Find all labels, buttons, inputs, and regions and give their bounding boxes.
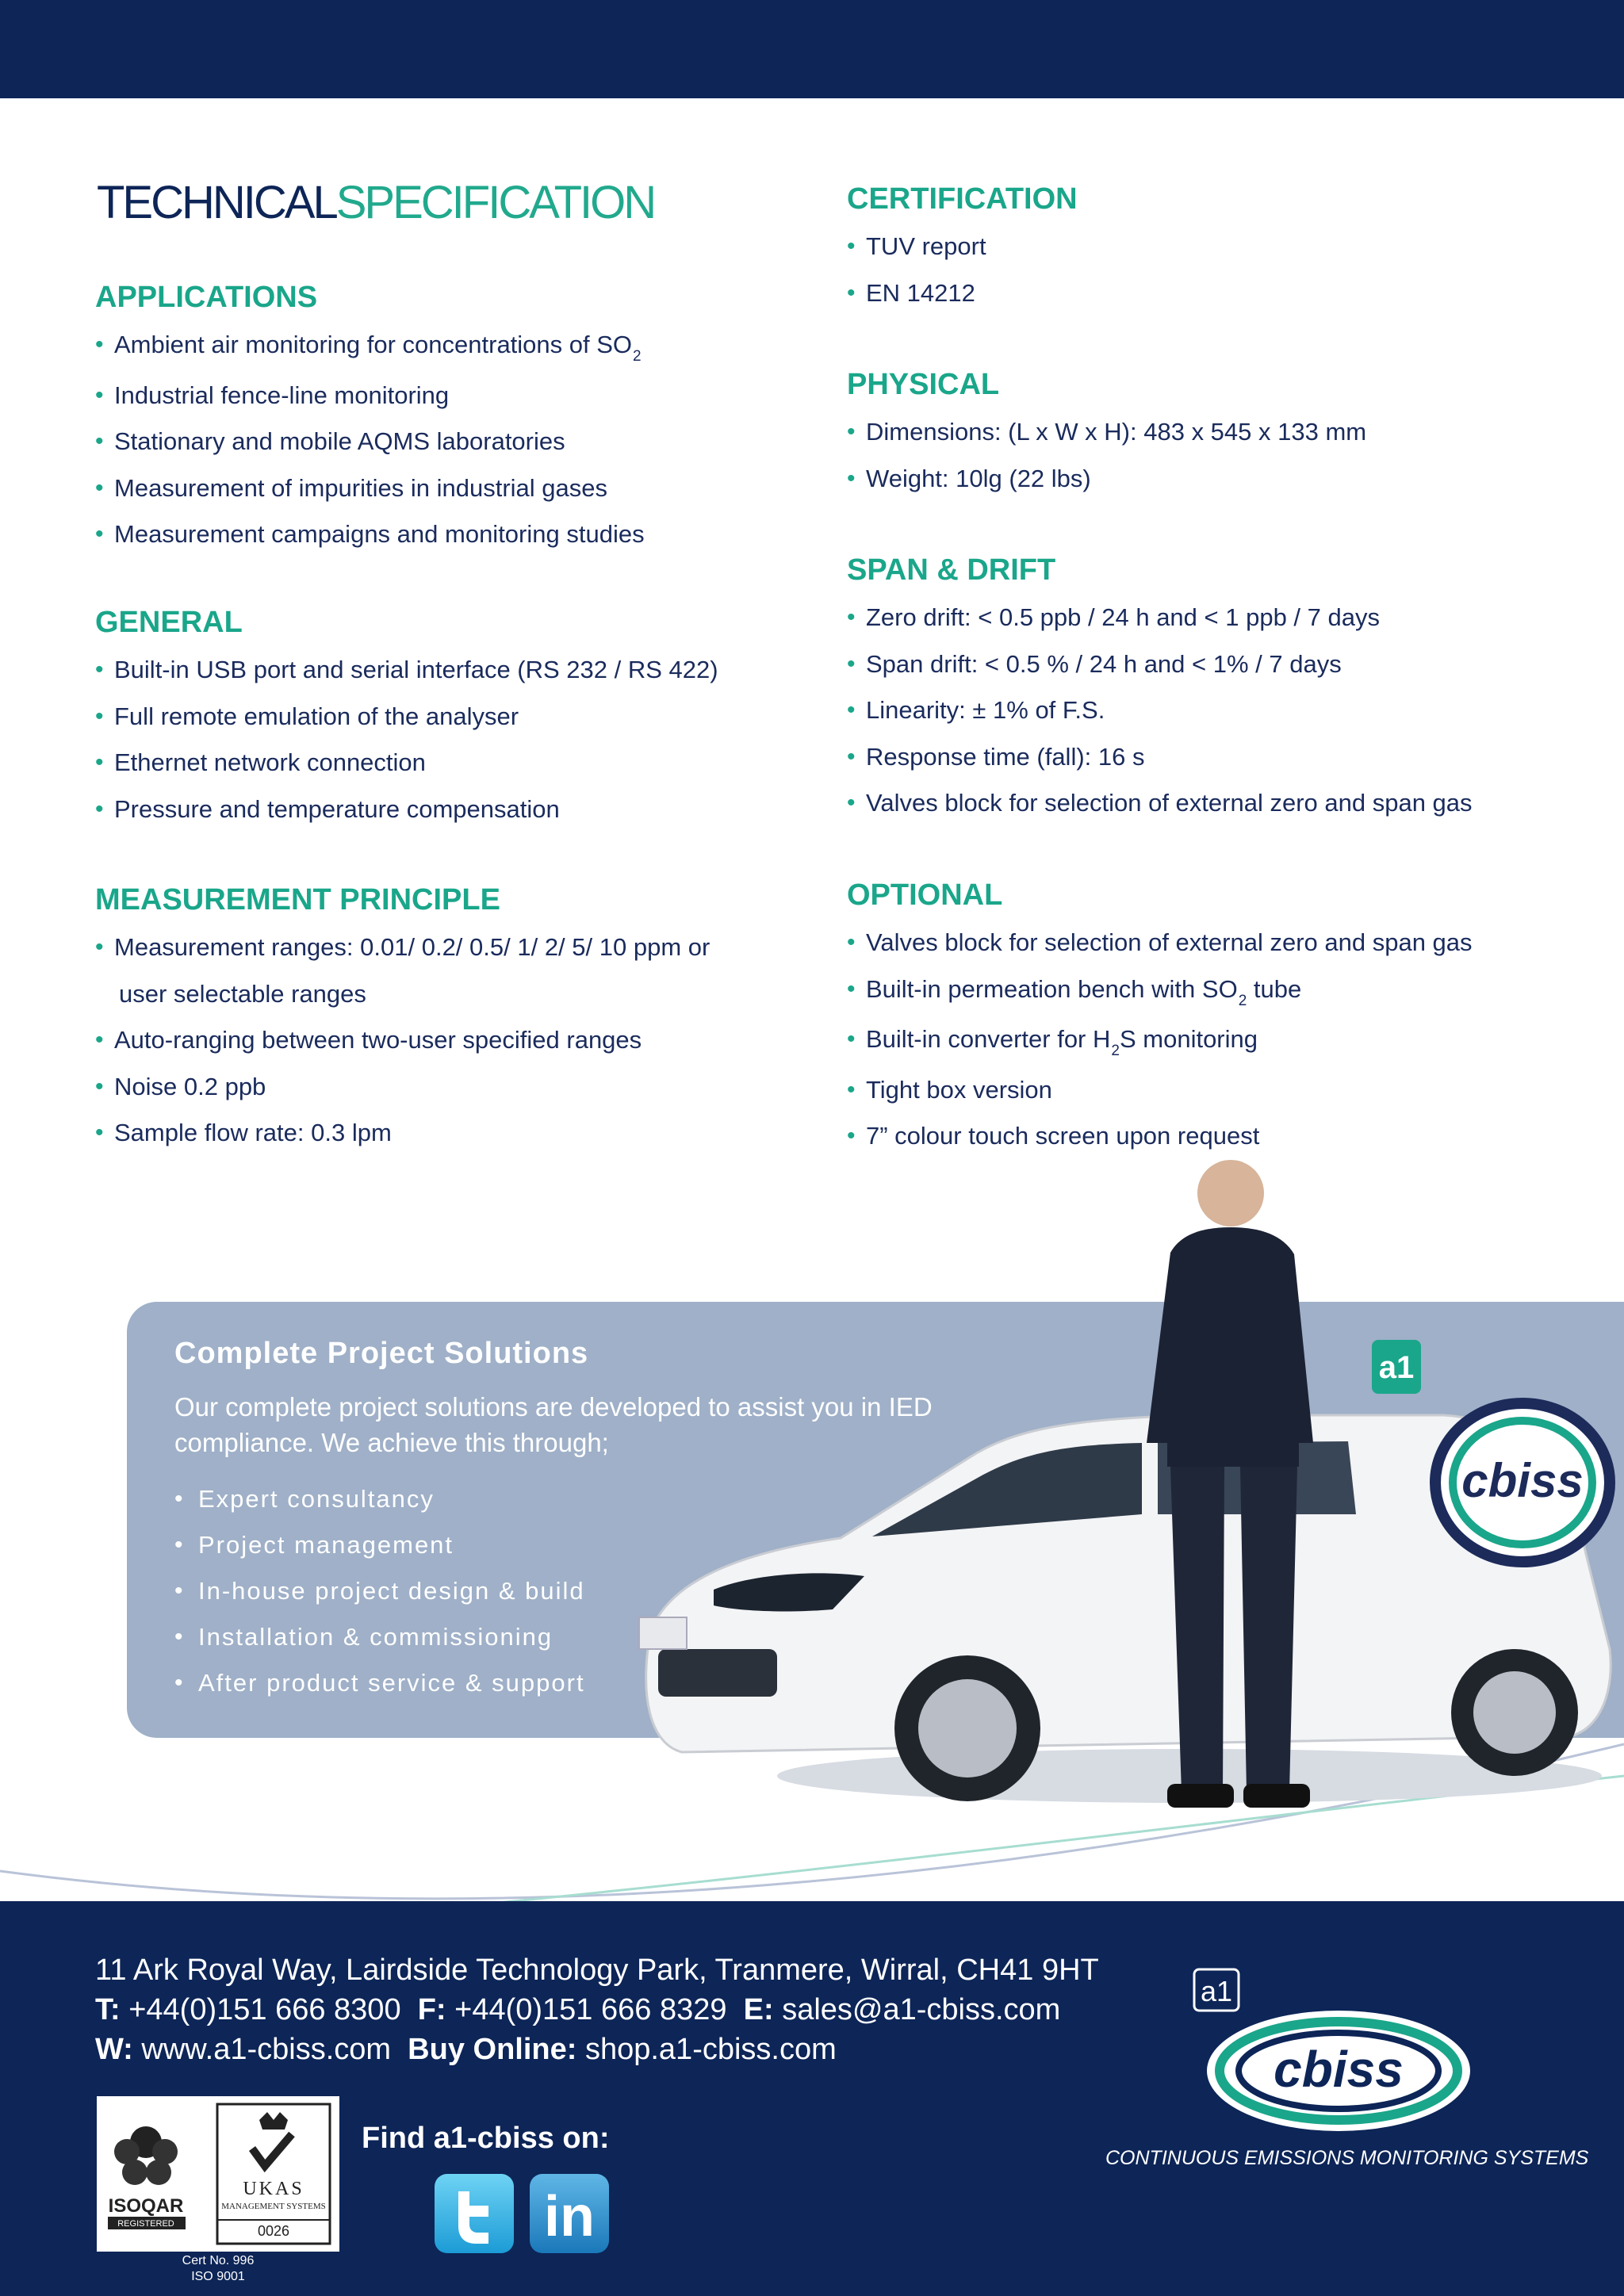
fax-number: +44(0)151 666 8329 [454,1993,727,2026]
measurement-principle-list [95,924,809,1157]
list-item: • Dimensions: (L x W x H): 483 x 545 x 133 mm [847,409,1561,456]
list-item: • Auto-ranging between two-user specified ranges [95,1017,809,1064]
footer-web: W: www.a1-cbiss.com Buy Online: shop.a1-cbiss.com [95,2033,837,2066]
measurement-principle-section [95,875,809,1157]
solutions-title: Complete Project Solutions [174,1337,589,1370]
svg-text:UKAS: UKAS [243,2179,304,2199]
list-item: • After product service & support [174,1660,585,1706]
brand-tagline: CONTINUOUS EMISSIONS MONITORING SYSTEMS [1105,2147,1589,2169]
general-list [95,647,809,832]
list-item: • Pressure and temperature compensation [95,786,809,833]
list-item: • Sample flow rate: 0.3 lpm [95,1110,809,1157]
svg-text:0026: 0026 [257,2223,290,2239]
solutions-list [174,1476,585,1706]
list-item-continuation: user selectable ranges [119,979,366,1008]
isoqar-logo [108,2126,186,2229]
optional-list [847,920,1561,1160]
list-item: • Valves block for selection of external zero and span gas [847,920,1561,966]
van-and-technician-photo [634,1142,1624,1839]
optional-section [847,871,1561,1160]
applications-list [95,322,809,558]
optional-heading: OPTIONAL [847,878,1003,912]
phone-number[interactable]: +44(0)151 666 8300 [128,1993,401,2026]
list-item: • Ethernet network connection [95,740,809,786]
cbiss-brand-logo [1189,1963,1491,2137]
list-item: • In-house project design & build [174,1568,585,1614]
twitter-icon[interactable] [435,2174,514,2253]
certification-logos [97,2096,339,2252]
van-logo-text: cbiss [1461,1454,1584,1507]
footer-address: 11 Ark Royal Way, Lairdside Technology Park, Tranmere, Wirral, CH41 9HT [95,1954,1099,1987]
certification-section [847,174,1561,316]
list-item: • TUV report [847,224,1561,270]
ukas-logo [217,2104,330,2244]
email-link[interactable]: sales@a1-cbiss.com [782,1993,1061,2026]
list-item: • Project management [174,1522,585,1568]
brand-badge: a1 [1200,1975,1233,2007]
list-item: • Span drift: < 0.5 % / 24 h and < 1% / 7 days [847,641,1561,688]
list-item: • EN 14212 [847,270,1561,317]
list-item: • Linearity: ± 1% of F.S. [847,687,1561,734]
list-item: • Ambient air monitoring for concentrations of $SO_2$ [95,322,809,373]
physical-list [847,409,1561,502]
span-drift-section [847,545,1561,827]
list-item: • Valves block for selection of external zero and span gas [847,780,1561,827]
list-item: • Measurement campaigns and monitoring studies [95,511,809,558]
span-drift-heading: SPAN & DRIFT [847,553,1056,587]
list-item: • Stationary and mobile AQMS laboratories [95,419,809,465]
general-section [95,598,809,832]
shop-link[interactable]: shop.a1-cbiss.com [584,2033,837,2066]
list-item: • Measurement ranges: 0.01/ 0.2/ 0.5/ 1/ 2/ 5/ 10 ppm or [95,924,809,971]
list-item: • Industrial fence-line monitoring [95,373,809,419]
van-badge-text: a1 [1378,1350,1415,1385]
list-item: • Noise 0.2 ppb [95,1064,809,1111]
physical-section [847,360,1561,502]
social-label: Find a1-cbiss on: [362,2122,610,2155]
list-item: • 7” colour touch screen upon request [847,1113,1561,1160]
list-item: • Installation & commissioning [174,1614,585,1660]
list-item: • Weight: 10lg (22 lbs) [847,456,1561,503]
list-item: • Built-in permeation bench with $SO_2$ tube [847,966,1561,1017]
span-drift-list [847,595,1561,827]
website-link[interactable]: www.a1-cbiss.com [141,2033,392,2066]
page-title: TECHNICALSPECIFICATION [97,177,655,228]
physical-heading: PHYSICAL [847,368,1000,401]
footer-contact: T: +44(0)151 666 8300 F: +44(0)151 666 8329 E: sales@a1-cbiss.com [95,1993,1061,2026]
certification-heading: CERTIFICATION [847,182,1078,216]
list-item: • Built-in USB port and serial interface (RS 232 / RS 422) [95,647,809,694]
list-item: • Response time (fall): 16 s [847,734,1561,781]
svg-text:MANAGEMENT SYSTEMS: MANAGEMENT SYSTEMS [221,2202,326,2211]
svg-text:in: in [544,2185,595,2248]
brand-logo-text: cbiss [1274,2041,1404,2098]
list-item: • Zero drift: < 0.5 ppb / 24 h and < 1 ppb / 7 days [847,595,1561,641]
list-item: • Expert consultancy [174,1476,585,1522]
svg-text:REGISTERED: REGISTERED [117,2219,174,2229]
list-item: • Tight box version [847,1067,1561,1114]
top-header-band [0,0,1624,98]
certificate-caption: Cert No. 996 ISO 9001 [182,2254,255,2283]
list-item: • Measurement of impurities in industrial gases [95,465,809,512]
linkedin-icon[interactable] [530,2174,609,2253]
certification-list [847,224,1561,316]
applications-heading: APPLICATIONS [95,281,318,314]
general-heading: GENERAL [95,606,243,639]
solutions-intro: Our complete project solutions are developed to assist you in IED compliance. We achieve this through; [174,1392,933,1457]
list-item: • Built-in converter for $H_2S$ monitoring [847,1016,1561,1067]
measurement-principle-heading: MEASUREMENT PRINCIPLE [95,883,500,916]
svg-text:ISOQAR: ISOQAR [108,2195,184,2217]
list-item: • Full remote emulation of the analyser [95,694,809,740]
applications-section [95,273,809,558]
